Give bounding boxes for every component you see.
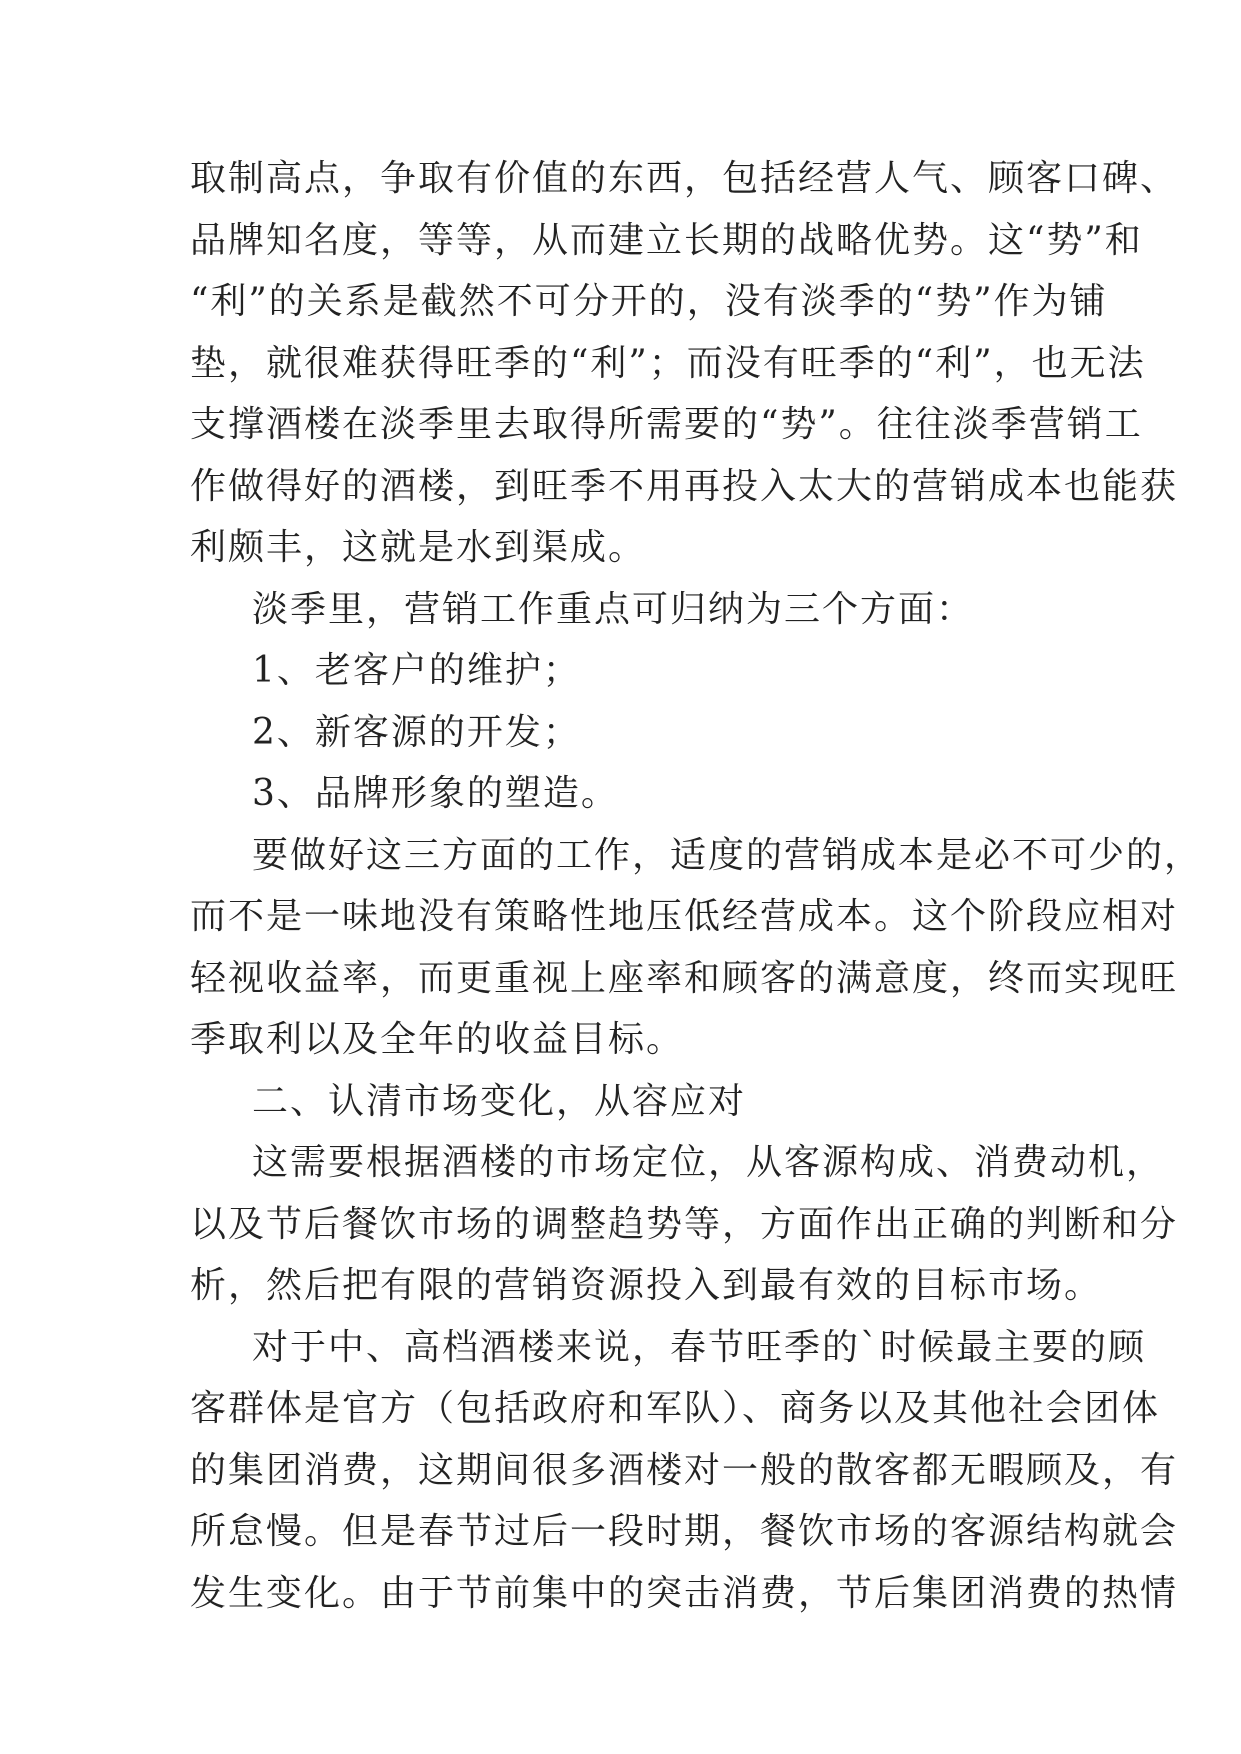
text-line: 客群体是官方（包括政府和军队）、商务以及其他社会团体 [190, 1388, 1161, 1429]
text-line: 的集团消费，这期间很多酒楼对一般的散客都无暇顾及，有 [190, 1449, 1179, 1491]
list-item: 1、老客户的维护； [252, 650, 581, 691]
text-line: 对于中、高档酒楼来说，春节旺季的`时候最主要的顾 [252, 1326, 1147, 1368]
text-line: 支撑酒楼在淡季里去取得所需要的“势”。往往淡季营销工 [190, 404, 1143, 445]
document-body [190, 148, 1203, 1624]
text-line: 品牌知名度，等等，从而建立长期的战略优势。这“势”和 [190, 219, 1143, 261]
text-line: 取制高点，争取有价值的东西，包括经营人气、顾客口碑、 [190, 158, 1179, 199]
text-line: 淡季里，营销工作重点可归纳为三个方面： [252, 588, 975, 630]
text-line: 发生变化。由于节前集中的突击消费，节后集团消费的热情 [190, 1572, 1179, 1614]
list-item: 2、新客源的开发； [252, 711, 581, 753]
text-line: 析，然后把有限的营销资源投入到最有效的目标市场。 [190, 1265, 1103, 1306]
text-line: 垫，就很难获得旺季的“利”；而没有旺季的“利”，也无法 [190, 342, 1146, 384]
text-line: 这需要根据酒楼的市场定位，从客源构成、消费动机， [252, 1142, 1165, 1183]
text-line: 季取利以及全年的收益目标。 [190, 1019, 685, 1060]
list-item: 3、品牌形象的塑造。 [252, 773, 619, 814]
text-line: 轻视收益率，而更重视上座率和顾客的满意度，终而实现旺 [190, 957, 1179, 999]
section-heading: 二、认清市场变化，从容应对 [252, 1080, 747, 1122]
text-line: “利”的关系是截然不可分开的，没有淡季的“势”作为铺 [190, 281, 1108, 322]
text-line: 而不是一味地没有策略性地压低经营成本。这个阶段应相对 [190, 896, 1179, 937]
text-line: 作做得好的酒楼，到旺季不用再投入太大的营销成本也能获 [190, 465, 1179, 507]
text-line: 所怠慢。但是春节过后一段时期，餐饮市场的客源结构就会 [190, 1511, 1179, 1552]
text-line: 利颇丰，这就是水到渠成。 [190, 527, 647, 568]
text-line: 以及节后餐饮市场的调整趋势等，方面作出正确的判断和分 [190, 1203, 1179, 1245]
text-line: 要做好这三方面的工作，适度的营销成本是必不可少的， [252, 834, 1203, 876]
